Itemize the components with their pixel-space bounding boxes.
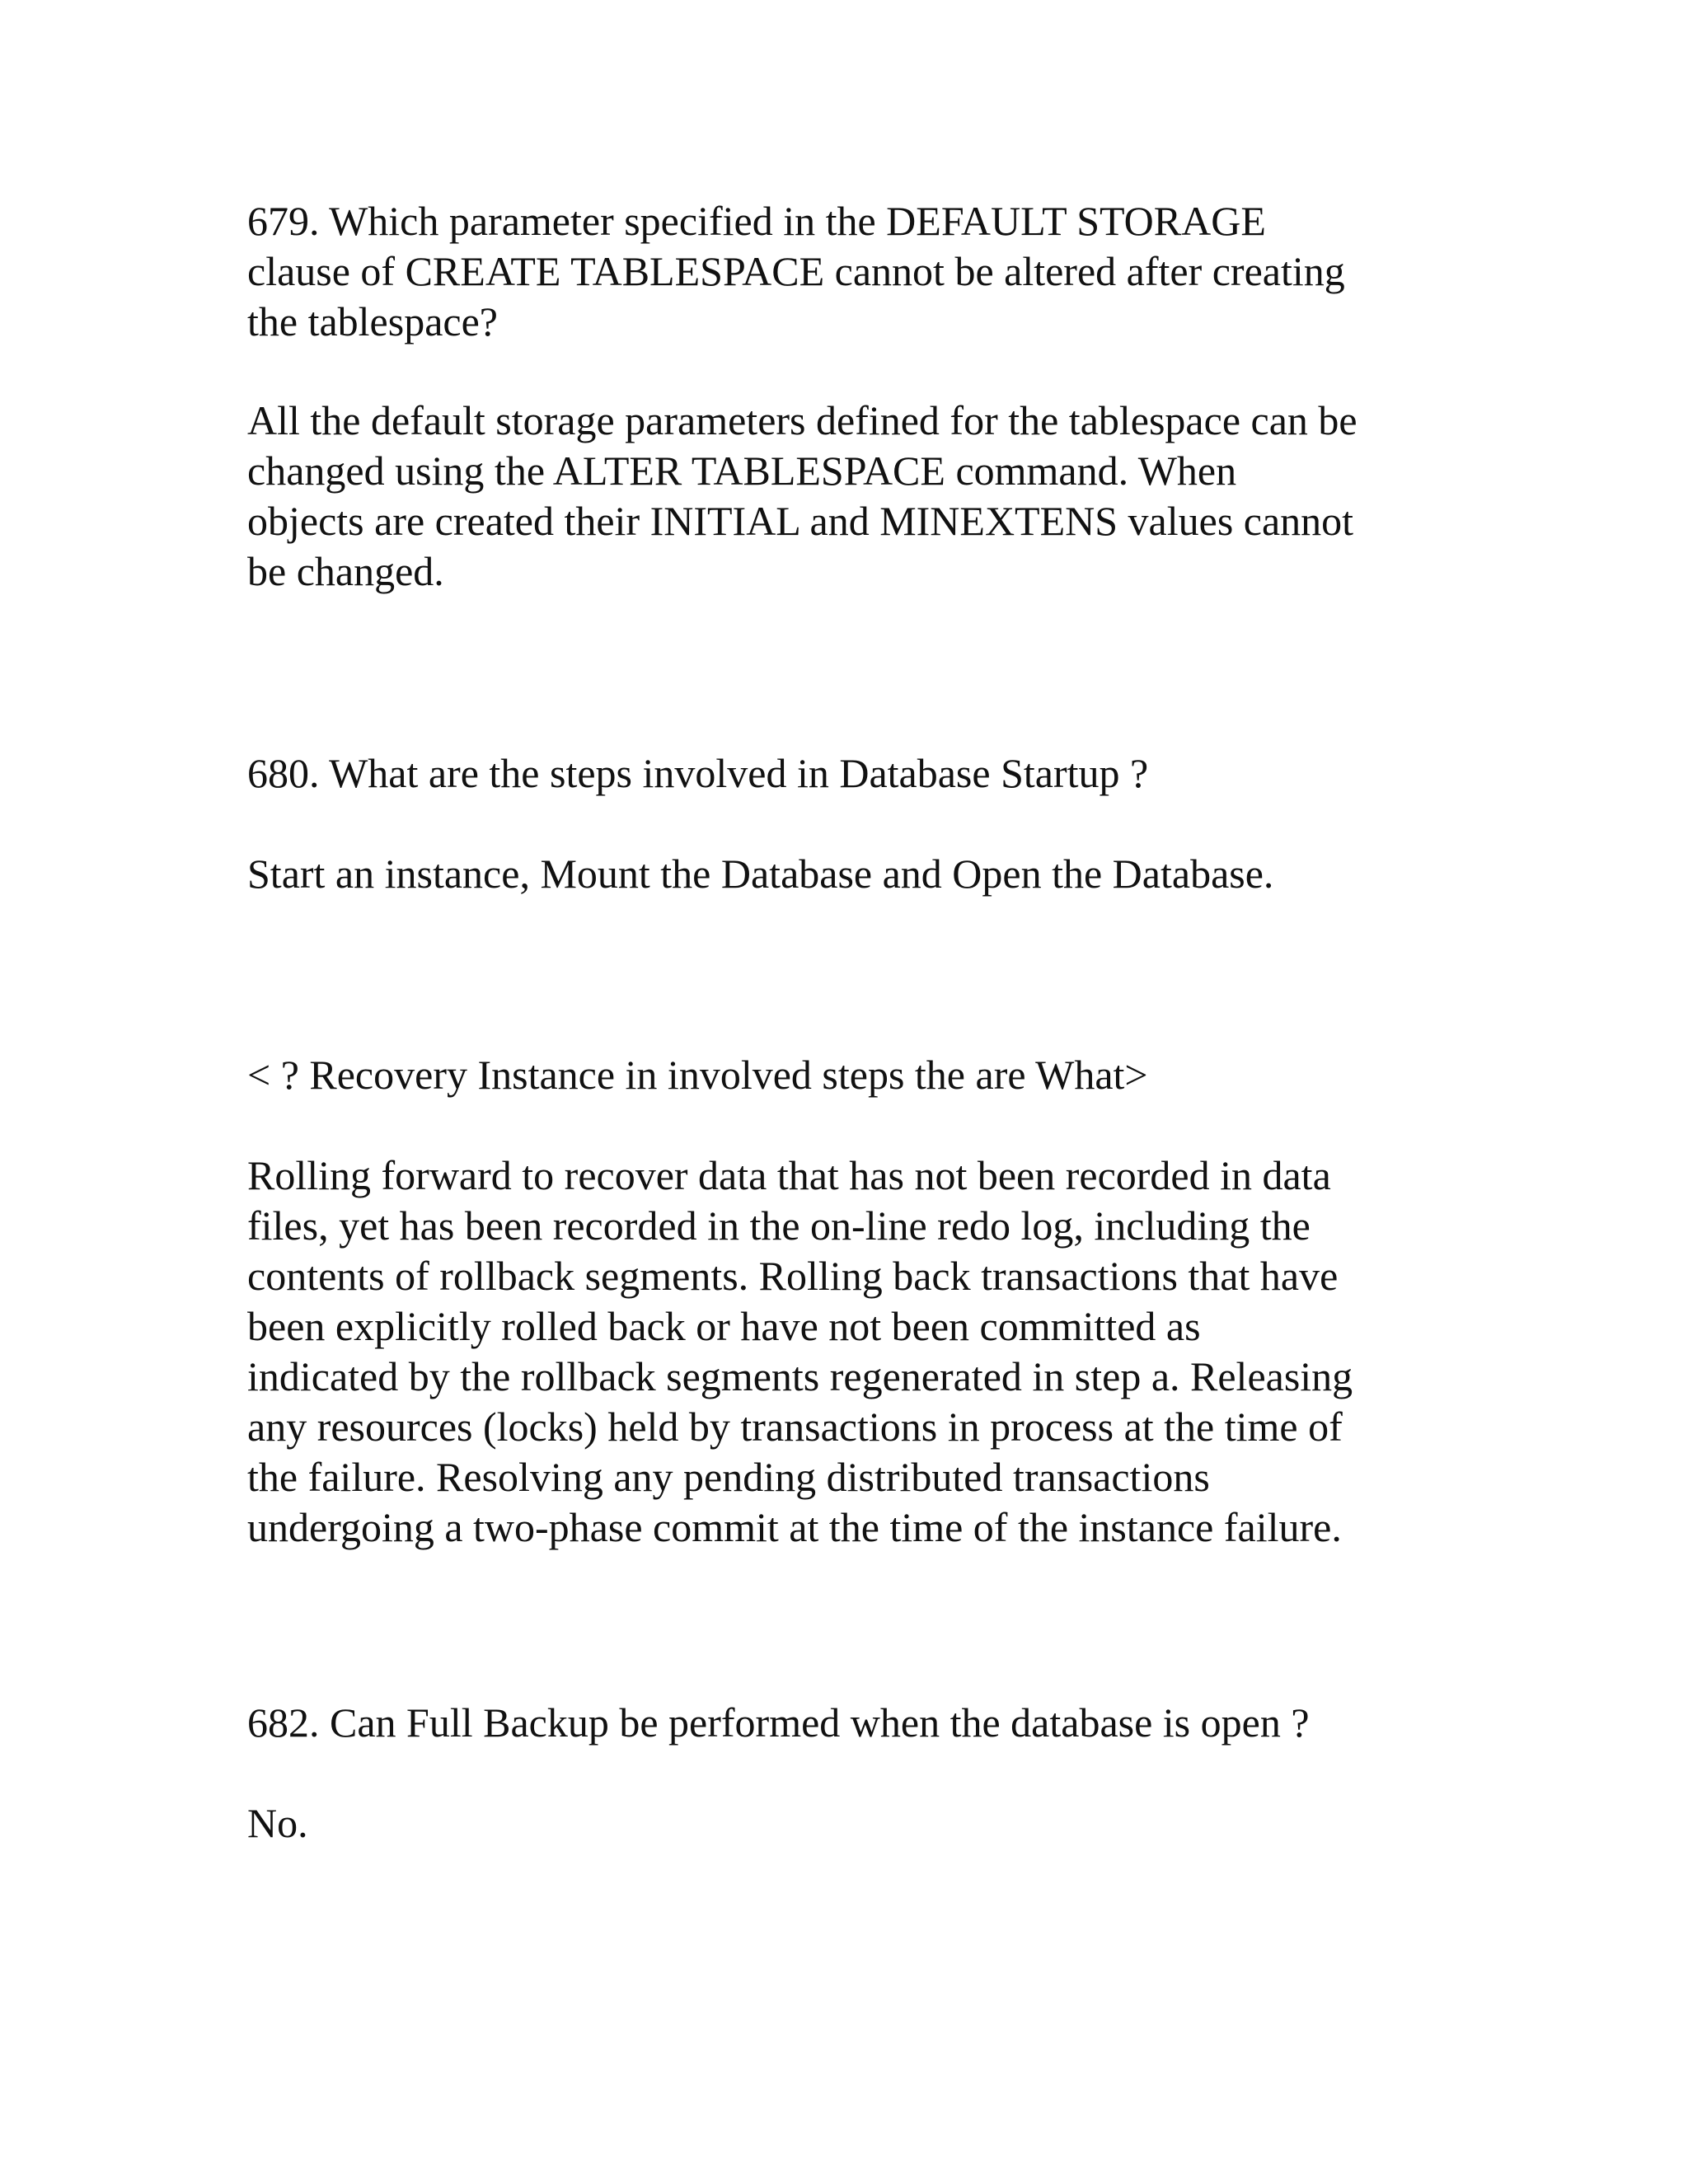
- answer-682: No.: [247, 1800, 308, 1846]
- question-679: 679. Which parameter specified in the DEFAULT STORAGE clause of CREATE TABLESPACE cannot be altered after creating the tablespace?: [247, 198, 1345, 344]
- answer-680: Start an instance, Mount the Database and Open the Database.: [247, 851, 1274, 897]
- question-682: 682. Can Full Backup be performed when the database is open ?: [247, 1699, 1310, 1746]
- question-680: 680. What are the steps involved in Database Startup ?: [247, 750, 1149, 796]
- question-681: < ? Recovery Instance in involved steps the are What>: [247, 1052, 1148, 1098]
- answer-681: Rolling forward to recover data that has not been recorded in data files, yet has been recorded in the on-line redo log, including the contents of rollback segments. Rolling back transactions that have been explicitly rolled back or have not been committed as indicated by the rollback segments regenerated in step a. Releasing any resources (locks) held by transactions in process at the time of the failure. Resolving any pending distributed transactions undergoing a two-phase commit at the time of the instance failure.: [247, 1152, 1353, 1550]
- answer-679: All the default storage parameters defined for the tablespace can be changed using the ALTER TABLESPACE command. When objects are created their INITIAL and MINEXTENS values cannot be changed.: [247, 397, 1357, 594]
